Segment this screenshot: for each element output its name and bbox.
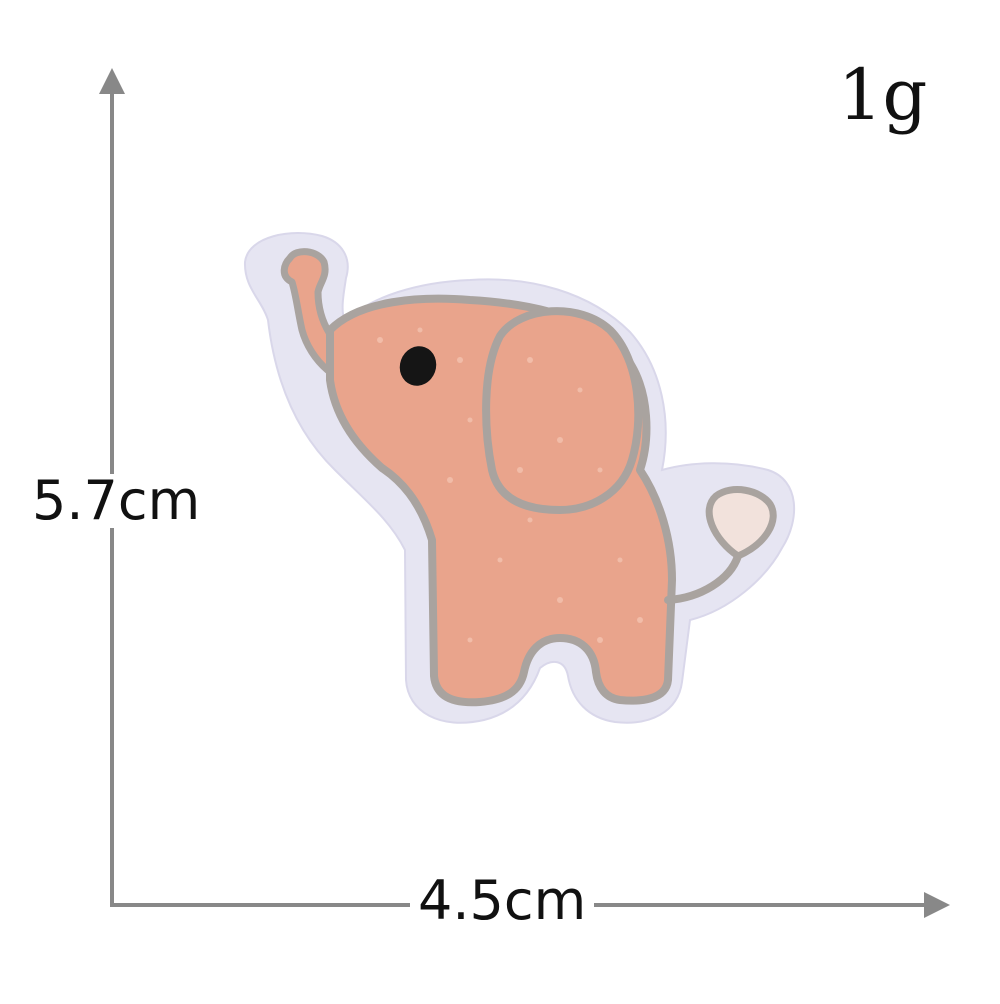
width-label: 4.5cm (410, 874, 594, 928)
width-arrow-head (924, 892, 950, 918)
height-label: 5.7cm (28, 474, 204, 528)
elephant-ear (486, 311, 638, 510)
elephant-patch (245, 233, 794, 723)
height-arrow-head (99, 68, 125, 94)
weight-label: 1g (838, 54, 928, 136)
